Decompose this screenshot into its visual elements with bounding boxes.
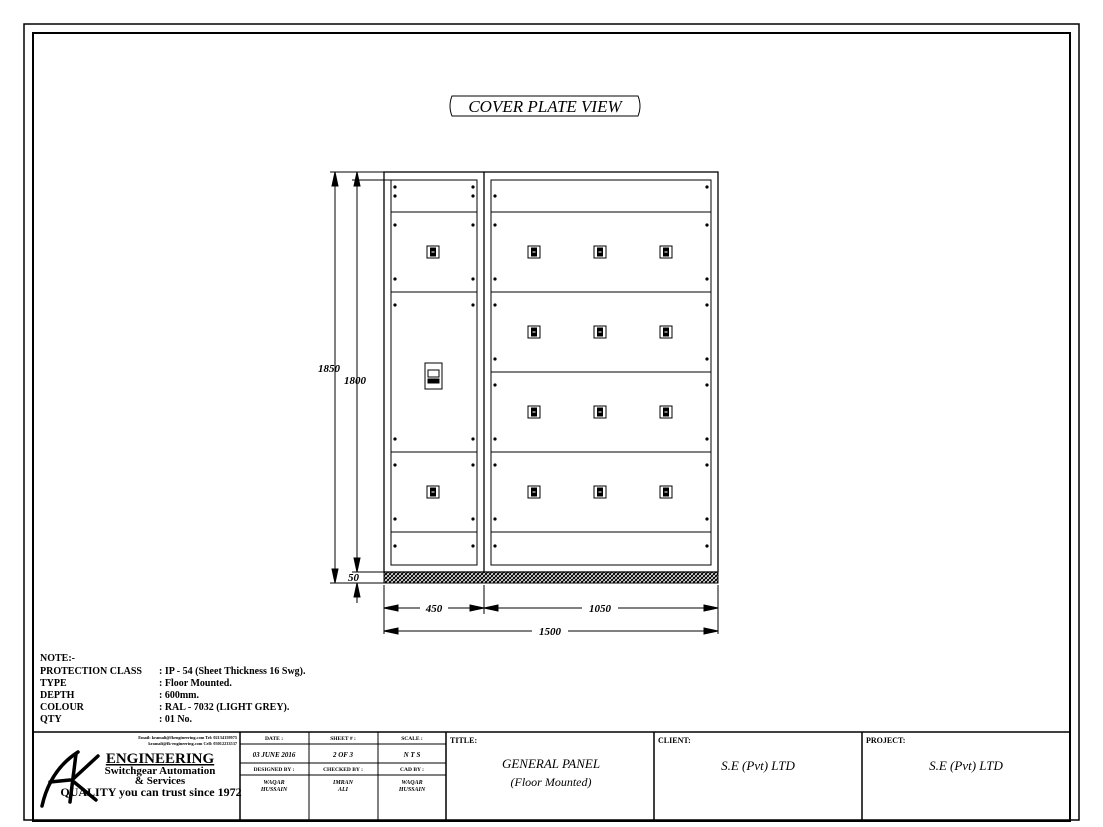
notes-block — [40, 653, 306, 725]
title-line-1: GENERAL PANEL — [501, 756, 601, 771]
designed-value: HUSSAIN — [260, 787, 288, 793]
note-value: : Floor Mounted. — [159, 678, 232, 689]
note-key: PROTECTION CLASS — [40, 666, 142, 677]
date-value: 03 JUNE 2016 — [252, 751, 296, 759]
breaker-icon — [528, 326, 540, 338]
note-key: DEPTH — [40, 690, 75, 701]
breaker-icon — [660, 406, 672, 418]
breaker-icon — [427, 486, 439, 498]
checked-value: ALI — [337, 787, 349, 793]
checked-label: CHECKED BY : — [323, 767, 363, 773]
main-breaker-icon — [425, 363, 442, 389]
sheet-value: 2 OF 3 — [332, 751, 354, 759]
client-value: S.E (Pvt) LTD — [721, 758, 795, 773]
logo-contact-1: Email: kramali@fkengineering.com Tel: 02134159975 — [138, 735, 237, 740]
logo-line-2: & Services — [134, 775, 186, 787]
cad-value: WAQAR — [401, 780, 423, 786]
logo-contact-2: kramali@fk-engineering.com Cell: 03012233537 — [148, 741, 237, 746]
dim-panel-height: 1800 — [344, 375, 366, 387]
note-value: : IP - 54 (Sheet Thickness 16 Swg). — [159, 666, 306, 677]
info-cells — [253, 736, 426, 793]
breaker-icon — [528, 246, 540, 258]
designed-value: WAQAR — [263, 780, 285, 786]
view-title-box — [450, 96, 640, 116]
note-value: : RAL - 7032 (LIGHT GREY). — [159, 702, 290, 713]
note-value: : 01 No. — [159, 714, 193, 725]
dim-overall-width: 1500 — [539, 626, 561, 638]
note-key: QTY — [40, 714, 62, 725]
project-label: PROJECT: — [866, 736, 906, 745]
logo-company-name: ENGINEERING — [105, 751, 215, 767]
note-value: : 600mm. — [159, 690, 199, 701]
logo-line-1: Switchgear Automation — [104, 765, 216, 777]
sheet-label: SHEET # : — [330, 736, 356, 742]
vertical-dimensions — [330, 172, 391, 603]
breaker-icon — [594, 486, 606, 498]
client-label: CLIENT: — [658, 736, 691, 745]
breaker-icon — [528, 406, 540, 418]
notes-heading: NOTE:- — [40, 653, 75, 664]
title-label: TITLE: — [450, 736, 478, 745]
cad-value: HUSSAIN — [398, 787, 426, 793]
dim-right-width: 1050 — [589, 603, 611, 615]
scale-value: N T S — [403, 751, 421, 759]
breaker-icon — [660, 486, 672, 498]
dim-left-width: 450 — [425, 603, 443, 615]
note-key: COLOUR — [40, 702, 84, 713]
logo-tagline: QUALITY you can trust since 1972 — [60, 785, 242, 799]
breaker-icon — [528, 486, 540, 498]
dim-plinth-height: 50 — [348, 572, 359, 584]
breaker-icon — [594, 406, 606, 418]
scale-label: SCALE : — [401, 736, 423, 742]
dim-overall-height: 1850 — [318, 363, 340, 375]
cad-label: CAD BY : — [400, 767, 424, 773]
project-value: S.E (Pvt) LTD — [929, 758, 1003, 773]
breaker-icon — [660, 326, 672, 338]
note-key: TYPE — [40, 678, 67, 689]
breaker-icon — [660, 246, 672, 258]
breaker-icon — [594, 326, 606, 338]
checked-value: IMRAN — [332, 780, 354, 786]
breaker-icon — [594, 246, 606, 258]
plinth-hatch — [384, 572, 718, 583]
title-line-2: (Floor Mounted) — [510, 775, 592, 789]
date-label: DATE : — [264, 736, 284, 742]
screw-dots — [393, 185, 708, 547]
designed-label: DESIGNED BY : — [253, 767, 295, 773]
breaker-icon — [427, 246, 439, 258]
view-title: COVER PLATE VIEW — [468, 97, 622, 116]
